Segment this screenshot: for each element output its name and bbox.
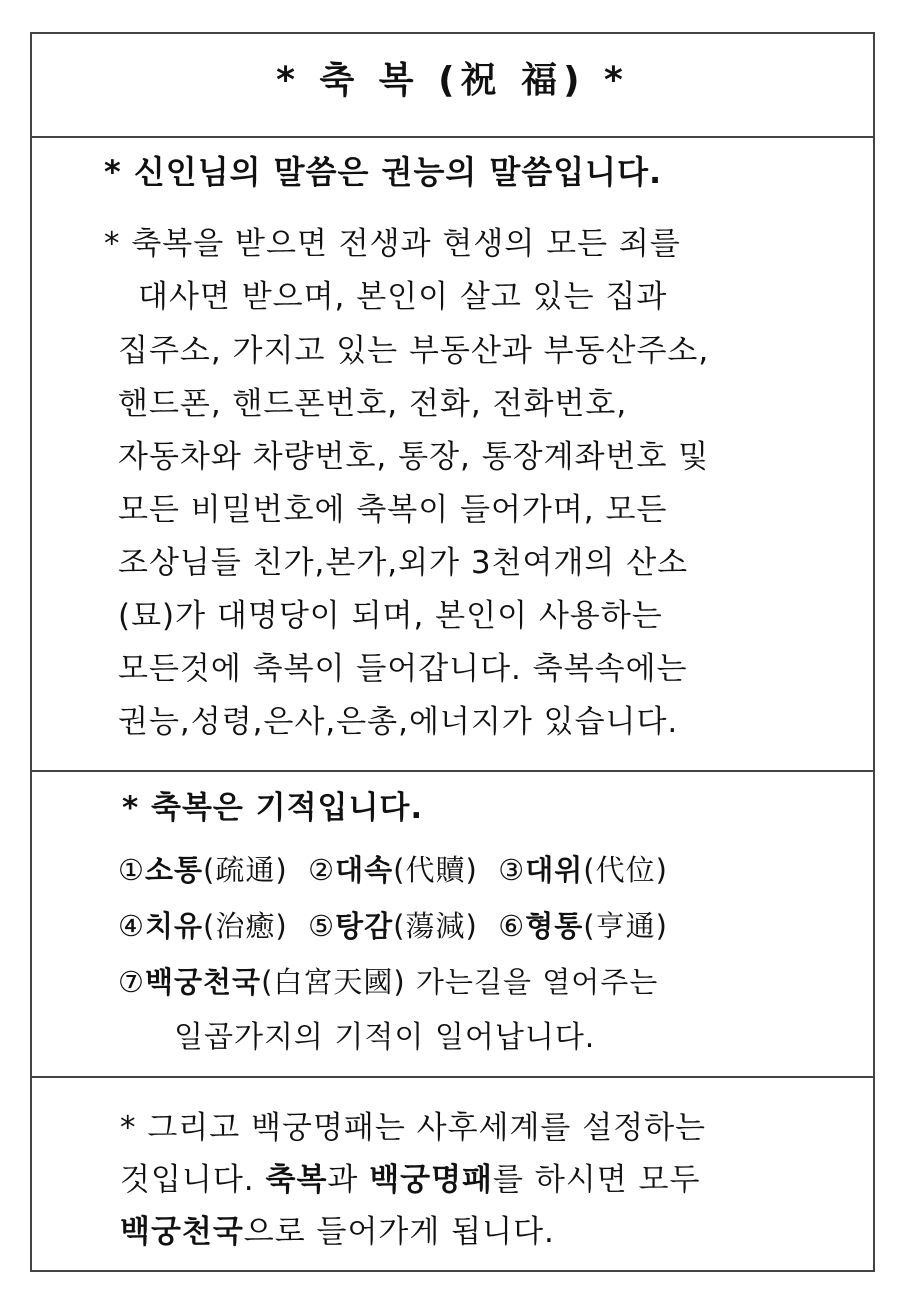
miracle-row-2 <box>118 906 668 946</box>
highlight-blessing: 축복 <box>265 1162 328 1198</box>
miracle-number: ① <box>118 853 145 887</box>
section3-line-2 <box>120 1160 700 1200</box>
section1-line: * 축복을 받으면 전생과 현생의 모든 죄를 <box>104 226 681 262</box>
miracle-closing: 일곱가지의 기적이 일어납니다. <box>174 1020 596 1055</box>
section1-line: 집주소, 가지고 있는 부동산과 부동산주소, <box>118 333 710 369</box>
section1-heading: * 신인님의 말씀은 권능의 말씀입니다. <box>104 153 663 191</box>
miracle-number: ⑤ <box>308 909 336 943</box>
section1-line: 대사면 받으며, 본인이 살고 있는 집과 <box>138 279 668 315</box>
miracle-hanja: (治癒) <box>203 909 288 943</box>
section3-line-1: * 그리고 백궁명패는 사후세계를 설정하는 <box>120 1110 706 1146</box>
miracle-item <box>308 853 478 887</box>
miracle-item <box>118 853 288 887</box>
miracle-number: ⑥ <box>498 909 526 943</box>
miracle-item <box>498 909 668 943</box>
miracle-number: ② <box>308 853 336 887</box>
section1-line: 핸드폰, 핸드폰번호, 전화, 전화번호, <box>118 386 628 422</box>
miracle-item <box>498 853 668 887</box>
section3-line-3 <box>120 1212 555 1252</box>
miracle-row-1 <box>118 850 668 890</box>
miracle-name: 백궁천국 <box>145 965 262 999</box>
miracle-name: 소통 <box>145 853 204 887</box>
miracle-hanja: (疏通) <box>203 853 288 887</box>
miracle-number: ⑦ <box>118 965 145 999</box>
highlight-nameplate: 백궁명패 <box>369 1162 494 1198</box>
miracle-number: ③ <box>498 853 526 887</box>
miracle-row-3 <box>118 962 658 1002</box>
miracle-item <box>118 909 288 943</box>
miracle-hanja: (代贖) <box>393 853 478 887</box>
title-section <box>32 34 873 136</box>
section1-line: (묘)가 대명당이 되며, 본인이 사용하는 <box>118 598 663 634</box>
miracle-number: ④ <box>118 909 145 943</box>
page-title: * 축 복 (祝 福) * <box>276 60 629 101</box>
miracle-description: 가는길을 열어주는 <box>405 965 659 999</box>
text-span: 으로 들어가게 됩니다. <box>243 1214 555 1250</box>
section1-line: 조상님들 친가,본가,외가 3천여개의 산소 <box>118 545 689 581</box>
text-span: 것입니다. <box>120 1162 266 1198</box>
text-span: 과 <box>327 1162 370 1198</box>
blessing-document-frame <box>30 32 875 1272</box>
miracle-hanja: (亨通) <box>583 909 668 943</box>
section-words <box>32 138 873 770</box>
section1-line: 자동차와 차량번호, 통장, 통장계좌번호 및 <box>118 439 710 475</box>
section1-line: 모든 비밀번호에 축복이 들어가며, 모든 <box>118 492 668 528</box>
miracle-name: 치유 <box>145 909 204 943</box>
miracle-name: 탕감 <box>335 909 394 943</box>
highlight-heaven: 백궁천국 <box>120 1214 244 1250</box>
section2-heading: * 축복은 기적입니다. <box>122 790 424 826</box>
section-afterlife <box>32 1078 873 1272</box>
section1-line: 모든것에 축복이 들어갑니다. 축복속에는 <box>118 651 688 687</box>
section1-line: 권능,성령,은사,은총,에너지가 있습니다. <box>118 704 679 740</box>
miracle-name: 형통 <box>525 909 584 943</box>
text-span: 를 하시면 모두 <box>493 1162 701 1198</box>
miracle-item <box>308 909 478 943</box>
miracle-hanja: (蕩減) <box>393 909 478 943</box>
miracle-name: 대속 <box>335 853 394 887</box>
miracle-name: 대위 <box>525 853 584 887</box>
miracle-hanja: (白宮天國) <box>261 965 406 999</box>
miracle-hanja: (代位) <box>583 853 668 887</box>
section-miracles <box>32 772 873 1076</box>
